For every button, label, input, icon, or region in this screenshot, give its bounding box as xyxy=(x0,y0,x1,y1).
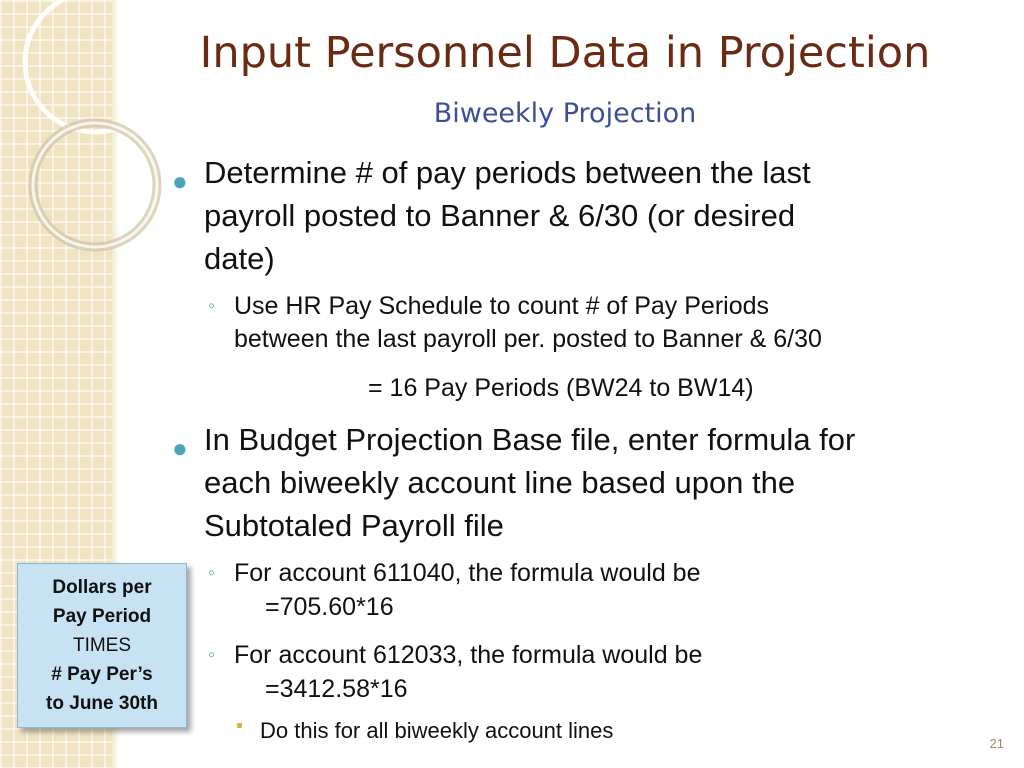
sub-bullet-2-2-line-1: For account 612033, the formula would be xyxy=(234,641,703,669)
sub-bullet-1-1-text xyxy=(234,290,994,356)
sub-bullet-1-1-line-2: between the last payroll per. posted to Banner & 6/30 xyxy=(234,325,822,353)
pay-periods-result: = 16 Pay Periods (BW24 to BW14) xyxy=(368,374,754,402)
bullet-1-line-1: Determine # of pay periods between the last xyxy=(204,155,811,190)
slide-subtitle: Biweekly Projection xyxy=(433,98,697,129)
callout-line-4: # Pay Per’s xyxy=(51,664,153,685)
callout-box xyxy=(17,563,187,728)
callout-line-1: Dollars per xyxy=(52,577,152,598)
sub-sub-bullet-marker-icon xyxy=(237,723,242,728)
formula-611040: =705.60*16 xyxy=(265,593,394,621)
bullet-2-marker-icon: ● xyxy=(172,433,188,463)
callout-line-3: TIMES xyxy=(72,635,132,656)
bullet-1-line-3: date) xyxy=(204,241,275,276)
sub-sub-bullet xyxy=(237,717,737,747)
bullet-2-line-3: Subtotaled Payroll file xyxy=(204,508,504,543)
bullet-2-line-2: each biweekly account line based upon the xyxy=(204,465,796,500)
sub-bullet-2-2-marker-icon: ◦ xyxy=(208,644,216,666)
formula-612033: =3412.58*16 xyxy=(265,675,408,703)
sub-bullet-1-1-marker-icon: ◦ xyxy=(208,295,216,317)
bullet-2-text xyxy=(204,418,994,547)
sub-bullet-2-1-line-1: For account 611040, the formula would be xyxy=(234,559,701,587)
sub-bullet-2-2-text xyxy=(234,639,994,672)
bullet-1-line-2: payroll posted to Banner & 6/30 (or desired xyxy=(204,198,796,233)
callout-line-5: to June 30th xyxy=(46,693,158,714)
bullet-1-text xyxy=(204,151,994,280)
bullet-2 xyxy=(172,418,992,548)
sub-bullet-1-1 xyxy=(208,290,988,360)
sub-bullet-1-1-line-1: Use HR Pay Schedule to count # of Pay Periods xyxy=(234,292,770,320)
slide-title: Input Personnel Data in Projection xyxy=(199,28,931,78)
bullet-1 xyxy=(172,151,992,281)
callout-line-2: Pay Period xyxy=(52,606,152,627)
bullet-1-marker-icon: ● xyxy=(172,166,188,196)
sub-sub-bullet-text: Do this for all biweekly account lines xyxy=(260,718,614,743)
slide-number: 21 xyxy=(989,736,1004,751)
sub-bullet-2-1-marker-icon: ◦ xyxy=(208,562,216,584)
sub-bullet-2-1-text xyxy=(234,557,994,590)
bullet-2-line-1: In Budget Projection Base file, enter formula for xyxy=(204,422,856,457)
